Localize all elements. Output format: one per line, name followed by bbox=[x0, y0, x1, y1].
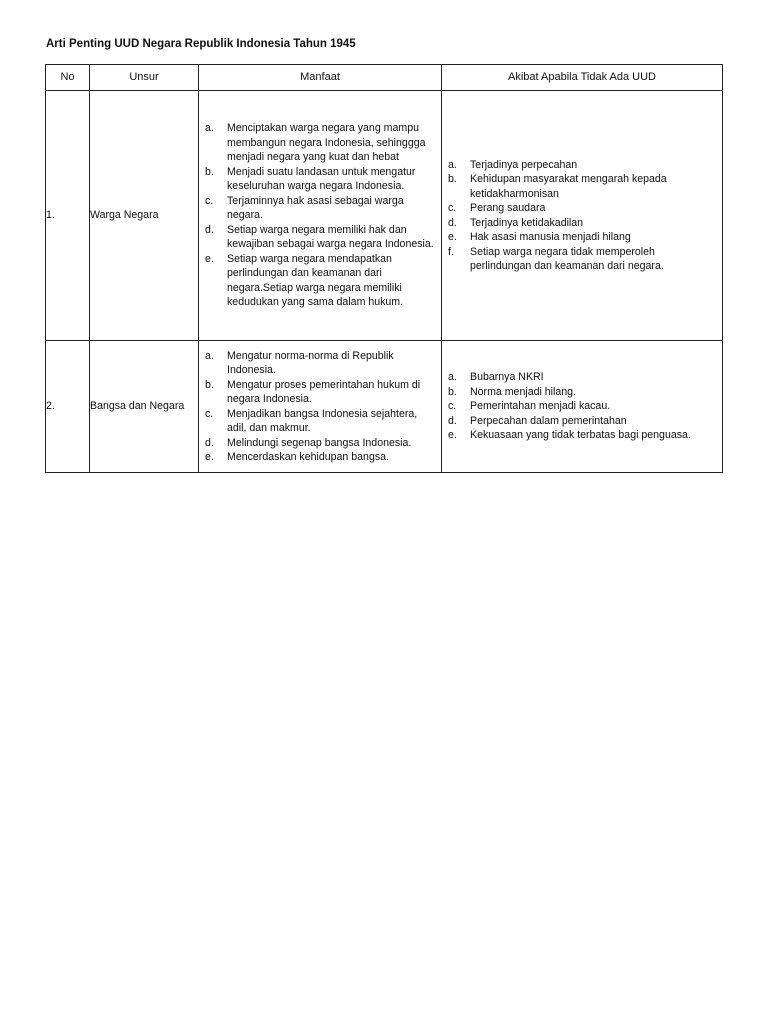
list-marker: b. bbox=[448, 173, 457, 185]
list-item-text: Terjadinya ketidakadilan bbox=[470, 216, 584, 229]
list-marker: d. bbox=[205, 223, 214, 236]
row-number: 1. bbox=[46, 91, 90, 341]
list-item-text: Setiap warga negara memiliki hak dan kewajiban sebagai warga negara Indonesia. bbox=[227, 223, 434, 251]
list-item-text: Perpecahan dalam pemerintahan bbox=[470, 414, 627, 427]
list-marker: a. bbox=[448, 371, 457, 384]
list-marker: a. bbox=[448, 158, 457, 171]
list-marker: c. bbox=[448, 400, 457, 413]
list-item bbox=[442, 172, 722, 201]
uud-table bbox=[45, 64, 723, 473]
list-item bbox=[199, 223, 441, 252]
list-item bbox=[199, 349, 441, 378]
row-unsur: Bangsa dan Negara bbox=[90, 341, 199, 473]
list-item-text: Menjadikan bangsa Indonesia sejahtera, adil, dan makmur. bbox=[227, 407, 418, 434]
list-item bbox=[199, 450, 441, 465]
list-item bbox=[199, 121, 441, 165]
list-item-text: Mencerdaskan kehidupan bangsa. bbox=[227, 451, 389, 463]
document-title: Arti Penting UUD Negara Republik Indonesia Tahun 1945 bbox=[46, 38, 356, 50]
list-item bbox=[442, 201, 722, 216]
list-item bbox=[199, 252, 441, 310]
list-item-text: Setiap warga negara tidak memperoleh perlindungan dan keamanan dari negara. bbox=[470, 245, 664, 272]
list-item-text: Kehidupan masyarakat mengarah kepada ketidakharmonisan bbox=[470, 173, 667, 200]
list-item bbox=[442, 385, 722, 400]
list-marker: f. bbox=[448, 245, 454, 258]
list-item bbox=[442, 399, 722, 414]
list-item-text: Norma menjadi hilang. bbox=[470, 385, 576, 398]
list-marker: b. bbox=[205, 378, 214, 391]
akibat-cell bbox=[442, 341, 723, 473]
table-header-row bbox=[46, 65, 723, 91]
list-marker: b. bbox=[205, 165, 214, 178]
list-item bbox=[199, 378, 441, 407]
list-marker: e. bbox=[205, 252, 214, 265]
table-row bbox=[46, 91, 723, 341]
list-item bbox=[442, 370, 722, 385]
list-marker: c. bbox=[205, 194, 214, 207]
list-item-text: Menciptakan warga negara yang mampu membangun negara Indonesia, sehinggga menjadi negara yang kuat dan hebat bbox=[227, 122, 426, 164]
list-item-text: Melindungi segenap bangsa Indonesia. bbox=[227, 436, 412, 449]
list-item bbox=[199, 407, 441, 436]
list-item bbox=[199, 194, 441, 223]
list-item-text: Mengatur norma-norma di Republik Indonesia. bbox=[227, 349, 394, 376]
list-item bbox=[442, 230, 722, 245]
list-item bbox=[442, 216, 722, 231]
list-marker: c. bbox=[448, 202, 457, 214]
list-marker: a. bbox=[205, 349, 214, 362]
list-item-text: Pemerintahan menjadi kacau. bbox=[470, 400, 611, 413]
list-marker: e. bbox=[205, 451, 214, 463]
header-unsur: Unsur bbox=[90, 65, 199, 91]
list-marker: d. bbox=[448, 216, 457, 229]
manfaat-list bbox=[199, 121, 441, 310]
list-marker: d. bbox=[205, 436, 214, 449]
list-item-text: Menjadi suatu landasan untuk mengatur keseluruhan warga negara Indonesia. bbox=[227, 165, 416, 193]
header-manfaat: Manfaat bbox=[199, 65, 442, 91]
list-item-text: Bubarnya NKRI bbox=[470, 371, 544, 384]
list-item-text: Terjadinya perpecahan bbox=[470, 158, 578, 171]
list-item-text: Hak asasi manusia menjadi hilang bbox=[470, 231, 631, 243]
list-item-text: Mengatur proses pemerintahan hukum di negara Indonesia. bbox=[227, 378, 421, 405]
list-item bbox=[199, 436, 441, 451]
row-number: 2. bbox=[46, 341, 90, 473]
list-item bbox=[442, 158, 722, 173]
list-item-text: Perang saudara bbox=[470, 202, 546, 214]
header-no: No bbox=[46, 65, 90, 91]
list-item-text: Kekuasaan yang tidak terbatas bagi penguasa. bbox=[470, 429, 691, 442]
manfaat-cell bbox=[199, 91, 442, 341]
list-marker: a. bbox=[205, 122, 214, 135]
list-item-text: Setiap warga negara mendapatkan perlindungan dan keamanan dari negara.Setiap warga negara memiliki kedudukan yang sama dalam hukum. bbox=[227, 252, 404, 309]
list-marker: b. bbox=[448, 385, 457, 398]
list-marker: e. bbox=[448, 429, 457, 442]
manfaat-cell bbox=[199, 341, 442, 473]
akibat-list bbox=[442, 158, 722, 274]
table-row bbox=[46, 341, 723, 473]
header-akibat: Akibat Apabila Tidak Ada UUD bbox=[442, 65, 723, 91]
list-marker: e. bbox=[448, 231, 457, 243]
akibat-cell bbox=[442, 91, 723, 341]
list-item bbox=[442, 414, 722, 429]
row-unsur: Warga Negara bbox=[90, 91, 199, 341]
list-item bbox=[442, 428, 722, 443]
list-marker: d. bbox=[448, 414, 457, 427]
manfaat-list bbox=[199, 349, 441, 465]
list-marker: c. bbox=[205, 407, 214, 420]
list-item bbox=[442, 245, 722, 274]
akibat-list bbox=[442, 370, 722, 443]
list-item-text: Terjaminnya hak asasi sebagai warga negara. bbox=[227, 194, 404, 222]
list-item bbox=[199, 165, 441, 194]
